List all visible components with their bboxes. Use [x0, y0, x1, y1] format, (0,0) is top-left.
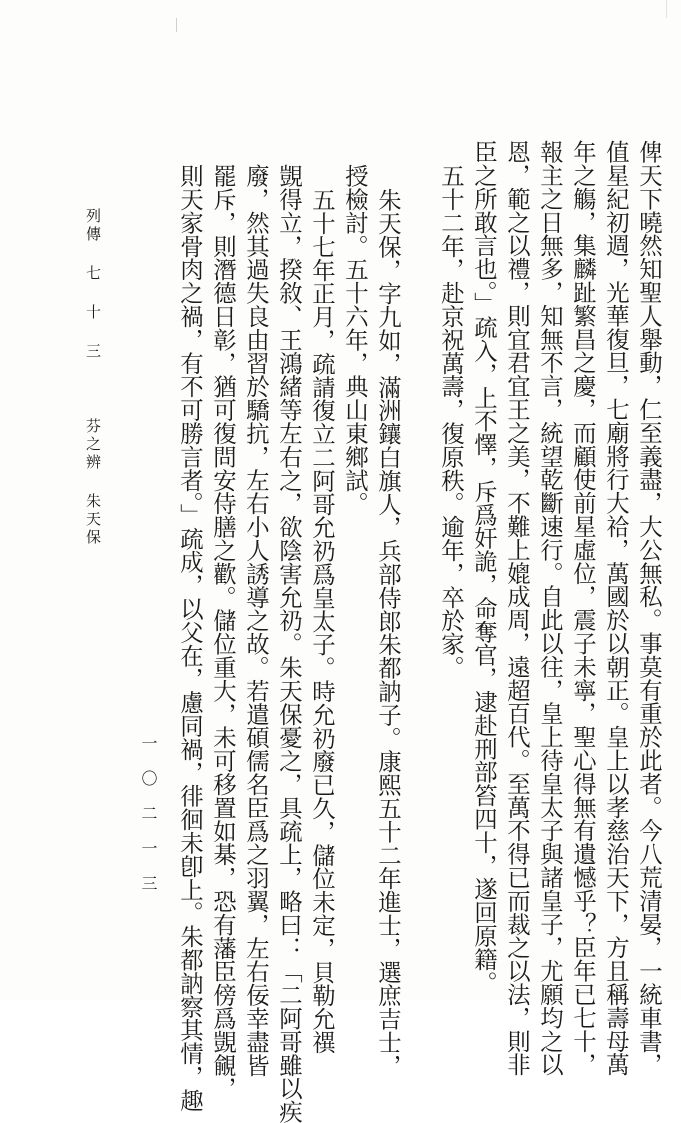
text-column-9: 授檢討。五十六年，典山東鄉試。 [341, 164, 369, 515]
text-column-13: 罷斥，則潛德日彰，猶可復問安侍膳之歡。儲位重大，未可移置如棊，恐有藩臣傍爲覬覦， [209, 164, 237, 1100]
text-column-10: 五十七年正月，疏請復立二阿哥允礽爲皇太子。時允礽廢已久，儲位未定，貝勒允禩 [308, 188, 336, 1054]
text-column-4: 報主之日無多，知無不言，統望乾斷速行。自此以往，皇上待皇太子與諸皇子，尤願均之以 [536, 140, 564, 1076]
text-column-12: 廢，然其過失良由習於驕抗，左右小人誘導之故。若遣碩儒名臣爲之羽翼，左右佞幸盡皆 [242, 164, 270, 1077]
text-column-2: 值星紀初週，光華復旦，七廟將行大祫，萬國於以朝正。皇上以孝慈治天下，方且稱壽母萬 [602, 140, 630, 1076]
text-column-11: 覬得立，揆敘、王鴻緒等左右之，欲陰害允礽。朱天保憂之，具疏上，略曰：「二阿哥雖以疾 [275, 164, 303, 1123]
page-number: 一 〇 二 一 三 [139, 735, 158, 891]
text-column-14: 則天家骨肉之禍，有不可勝言者。」疏成，以父在，慮同禍，徘徊未卽上。朱都訥察其情，趣 [176, 164, 204, 1112]
text-column-6: 臣之所敢言也。」疏入，上不懌，斥爲奸詭，命奪官，逮赴刑部笞四十，遂回原籍。 [470, 140, 498, 995]
text-column-5: 恩，範之以禮，則宜君宜王之美，不難上媲成周，遠超百代。至萬不得已而裁之以法，則非 [503, 140, 531, 1076]
text-column-1: 俾天下曉然知聖人舉動，仁至義盡，大公無私。事莫有重於此者。今八荒清晏，一統車書， [635, 140, 663, 1076]
text-column-7: 五十二年，赴京祝萬壽，復原秩。逾年，卒於家。 [437, 164, 465, 679]
text-column-8: 朱天保，字九如，滿洲鑲白旗人，兵部侍郎朱都訥子。康熙五十二年進士，選庶吉士， [374, 188, 402, 1078]
running-head: 列傳 七 十 三 芬之辨 朱天保 [84, 208, 102, 547]
page-corner-mark [666, 0, 681, 18]
text-column-3: 年之觴，集麟趾繁昌之慶，而顧使前星虛位，震子未寧，聖心得無有遺憾乎？臣年已七十， [569, 140, 597, 1076]
gutter-mark [176, 18, 177, 32]
